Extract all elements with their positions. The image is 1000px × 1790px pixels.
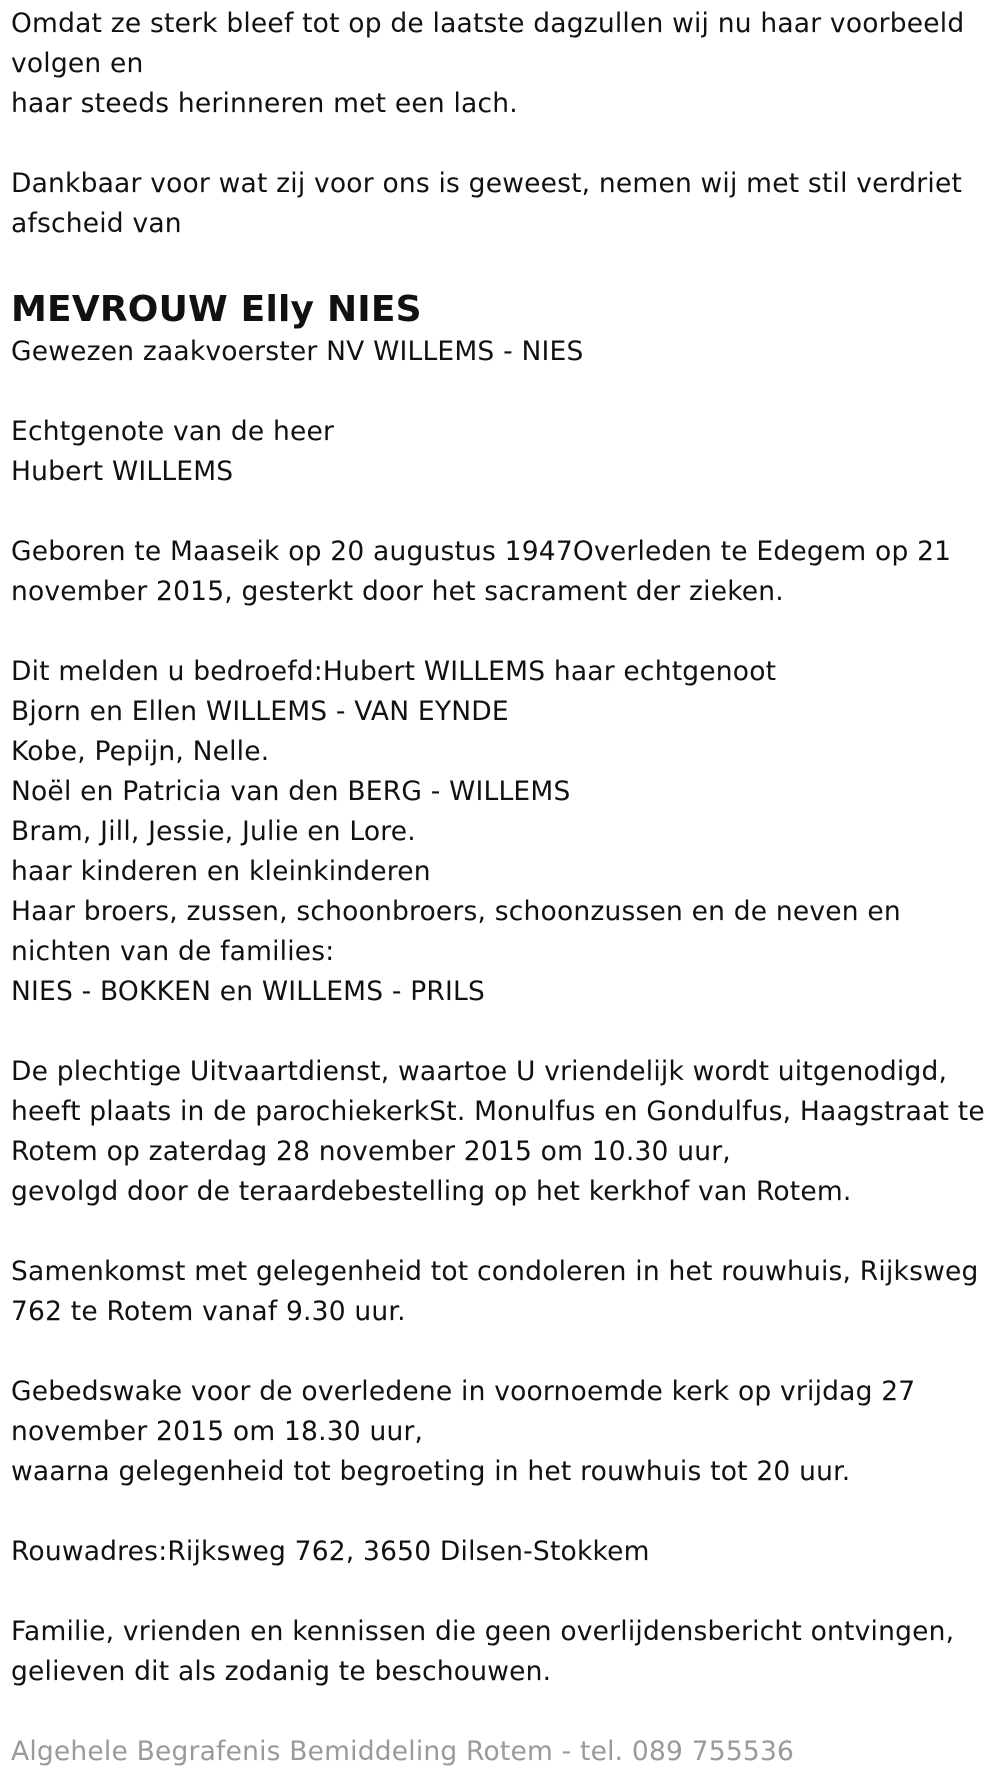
text-line: Haar broers, zussen, schoonbroers, schoonzussen en de neven en <box>11 896 901 927</box>
deceased-role-paragraph <box>11 332 991 372</box>
mourning-address: Rouwadres:Rijksweg 762, 3650 Dilsen-Stokkem <box>11 1536 650 1567</box>
obituary-document <box>11 4 991 1772</box>
text-line: Omdat ze sterk bleef tot op de laatste dagzullen wij nu haar voorbeeld <box>11 8 965 39</box>
text-line: NIES - BOKKEN en WILLEMS - PRILS <box>11 976 486 1007</box>
text-line: Noël en Patricia van den BERG - WILLEMS <box>11 776 571 807</box>
text-line: november 2015, gesterkt door het sacrament der zieken. <box>11 576 784 607</box>
text-line: Bram, Jill, Jessie, Julie en Lore. <box>11 816 416 847</box>
text-line: november 2015 om 18.30 uur, <box>11 1416 424 1447</box>
text-line: Geboren te Maaseik op 20 augustus 1947Overleden te Edegem op 21 <box>11 536 952 567</box>
text-line: heeft plaats in de parochiekerkSt. Monulfus en Gondulfus, Haagstraat te <box>11 1096 985 1127</box>
text-line: Rotem op zaterdag 28 november 2015 om 10.30 uur, <box>11 1136 731 1167</box>
mourning-address-paragraph <box>11 1532 991 1572</box>
text-line: 762 te Rotem vanaf 9.30 uur. <box>11 1296 406 1327</box>
text-line: nichten van de families: <box>11 936 335 967</box>
text-line: Echtgenote van de heer <box>11 416 335 447</box>
text-line: Hubert WILLEMS <box>11 456 234 487</box>
text-line: Bjorn en Ellen WILLEMS - VAN EYNDE <box>11 696 509 727</box>
funeral-home-footer: Algehele Begrafenis Bemiddeling Rotem - tel. 089 755536 <box>11 1736 795 1767</box>
gathering-paragraph <box>11 1252 991 1332</box>
text-line: afscheid van <box>11 208 182 239</box>
deceased-role: Gewezen zaakvoerster NV WILLEMS - NIES <box>11 336 584 367</box>
spouse-paragraph <box>11 412 991 492</box>
text-line: gelieven dit als zodanig te beschouwen. <box>11 1656 552 1687</box>
text-line: haar steeds herinneren met een lach. <box>11 88 518 119</box>
text-line: Familie, vrienden en kennissen die geen overlijdensbericht ontvingen, <box>11 1616 955 1647</box>
text-line: gevolgd door de teraardebestelling op het kerkhof van Rotem. <box>11 1176 852 1207</box>
text-line: De plechtige Uitvaartdienst, waartoe U vriendelijk wordt uitgenodigd, <box>11 1056 948 1087</box>
vigil-paragraph <box>11 1372 991 1492</box>
text-line: waarna gelegenheid tot begroeting in het rouwhuis tot 20 uur. <box>11 1456 851 1487</box>
farewell-paragraph <box>11 164 991 244</box>
text-line: haar kinderen en kleinkinderen <box>11 856 431 887</box>
notice-paragraph <box>11 1612 991 1692</box>
text-line: Samenkomst met gelegenheid tot condoleren in het rouwhuis, Rijksweg <box>11 1256 979 1287</box>
text-line: Dankbaar voor wat zij voor ons is geweest, nemen wij met stil verdriet <box>11 168 963 199</box>
text-line: volgen en <box>11 48 144 79</box>
funeral-paragraph <box>11 1052 991 1212</box>
announcers-paragraph <box>11 652 991 1012</box>
intro-paragraph <box>11 4 991 124</box>
deceased-name: MEVROUW Elly NIES <box>11 289 422 330</box>
text-line: Gebedswake voor de overledene in voornoemde kerk op vrijdag 27 <box>11 1376 916 1407</box>
text-line: Kobe, Pepijn, Nelle. <box>11 736 270 767</box>
birth-death-paragraph <box>11 532 991 612</box>
text-line: Dit melden u bedroefd:Hubert WILLEMS haar echtgenoot <box>11 656 777 687</box>
